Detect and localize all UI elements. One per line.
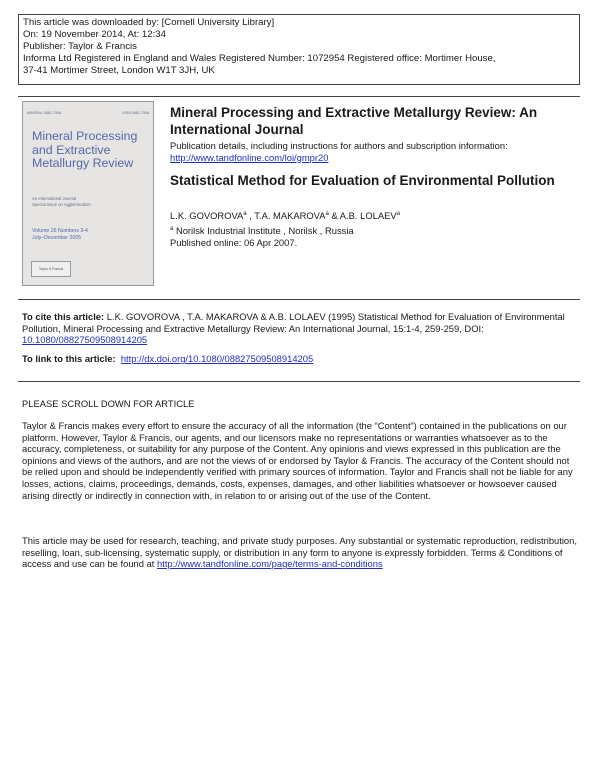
article-link-line	[22, 353, 578, 365]
article-title: Statistical Method for Evaluation of Environmental Pollution	[170, 173, 555, 188]
author-list	[170, 209, 400, 222]
publisher-logo-icon: Taylor & Francis	[31, 261, 71, 277]
download-source-line: This article was downloaded by: [Cornell University Library]	[23, 17, 275, 28]
cover-issn-left: MINERAL 0882-7508	[27, 111, 62, 115]
registration-line: Informa Ltd Registered in England and Wales Registered Number: 1072954 Registered office: Mortimer House,	[23, 53, 496, 65]
cite-doi-link[interactable]: 10.1080/08827509508914205	[22, 334, 148, 346]
terms-paragraph	[22, 535, 578, 570]
terms-link[interactable]: http://www.tandfonline.com/page/terms-and-conditions	[157, 558, 383, 570]
middle-divider	[18, 299, 580, 300]
publication-details	[170, 140, 580, 163]
journal-cover-image	[22, 101, 154, 286]
link-label: To link to this article:	[22, 353, 116, 364]
scroll-notice: PLEASE SCROLL DOWN FOR ARTICLE	[22, 398, 195, 409]
author-affil-marker: a	[396, 211, 400, 217]
cite-text: L.K. GOVOROVA , T.A. MAKAROVA & A.B. LOLAEV (1995) Statistical Method for Evaluation of Environmental Pollution, Mineral Processing and Extractive Metallurgy Review: An International Journal, 15:1-4, 259-259, DOI:	[22, 311, 565, 334]
affiliation	[170, 224, 354, 237]
cover-issn-right: ISSN 0882-7508	[122, 111, 149, 115]
cover-volume-number: Volume 26 Numbers 3-4	[32, 228, 88, 234]
cover-title: Mineral Processing and Extractive Metallurgy Review	[32, 129, 138, 171]
disclaimer-paragraph: Taylor & Francis makes every effort to ensure the accuracy of all the information (the “Content”) contained in the publications on our platform. However, Taylor & Francis, our agents, and our licensors make no representations or warranties whatsoever as to the accuracy, completeness, or suitability for any purpose of the Content. Any opinions and views expressed in this publication are the opinions and views of the authors, and are not the views of or endorsed by Taylor & Francis. The accuracy of the Content should not be relied upon and should be independently verified with primary sources of information. Taylor and Francis shall not be liable for any losses, actions, claims, proceedings, demands, costs, expenses, damages, and other liabilities whatsoever or howsoever caused arising directly or indirectly in connection with, in relation to or arising out of the use of the Content.	[22, 420, 573, 501]
author-name: T.A. MAKAROVA	[254, 210, 326, 221]
cite-label: To cite this article:	[22, 311, 105, 322]
download-info-box	[18, 14, 580, 85]
author-affil-marker: a	[243, 211, 247, 217]
article-doi-link[interactable]: http://dx.doi.org/10.1080/08827509508914205	[120, 353, 314, 364]
journal-title: Mineral Processing and Extractive Metallurgy Review: An International Journal	[170, 105, 538, 137]
published-date: Published online: 06 Apr 2007.	[170, 237, 298, 248]
cover-subtitle	[32, 196, 150, 208]
author-separator: &	[328, 210, 340, 221]
author-name: L.K. GOVOROVA	[170, 210, 244, 221]
author-separator: ,	[246, 210, 255, 221]
cover-subtitle-2: Special Issue on Agglomeration	[32, 202, 91, 207]
terms-text: This article may be used for research, teaching, and private study purposes. Any substantial or systematic reproduction, redistribution, reselling, loan, sub-licensing, systematic supply, or distribution in any form to anyone is expressly forbidden. Terms & Conditions of access and use can be found at	[22, 535, 577, 570]
cover-volume	[32, 228, 150, 241]
publisher-line: Publisher: Taylor & Francis	[23, 41, 137, 53]
affiliation-marker: a	[170, 226, 174, 232]
affiliation-text: Norilsk Industrial Institute , Norilsk , Russia	[175, 225, 354, 236]
citation-block	[22, 311, 578, 346]
cover-issn-strip	[27, 111, 149, 118]
cover-subtitle-1: An International Journal	[32, 196, 77, 201]
top-divider	[18, 96, 580, 97]
cover-volume-date: July–December 2005	[32, 234, 82, 241]
author-name: A.B. LOLAEV	[339, 210, 397, 221]
publication-details-label: Publication details, including instructions for authors and subscription information:	[170, 140, 508, 151]
journal-url-link[interactable]: http://www.tandfonline.com/loi/gmpr20	[170, 151, 329, 163]
address-line: 37-41 Mortimer Street, London W1T 3JH, UK	[23, 65, 215, 77]
author-affil-marker: a	[325, 211, 329, 217]
download-date-line: On: 19 November 2014, At: 12:34	[23, 29, 166, 41]
lower-divider	[18, 381, 580, 382]
